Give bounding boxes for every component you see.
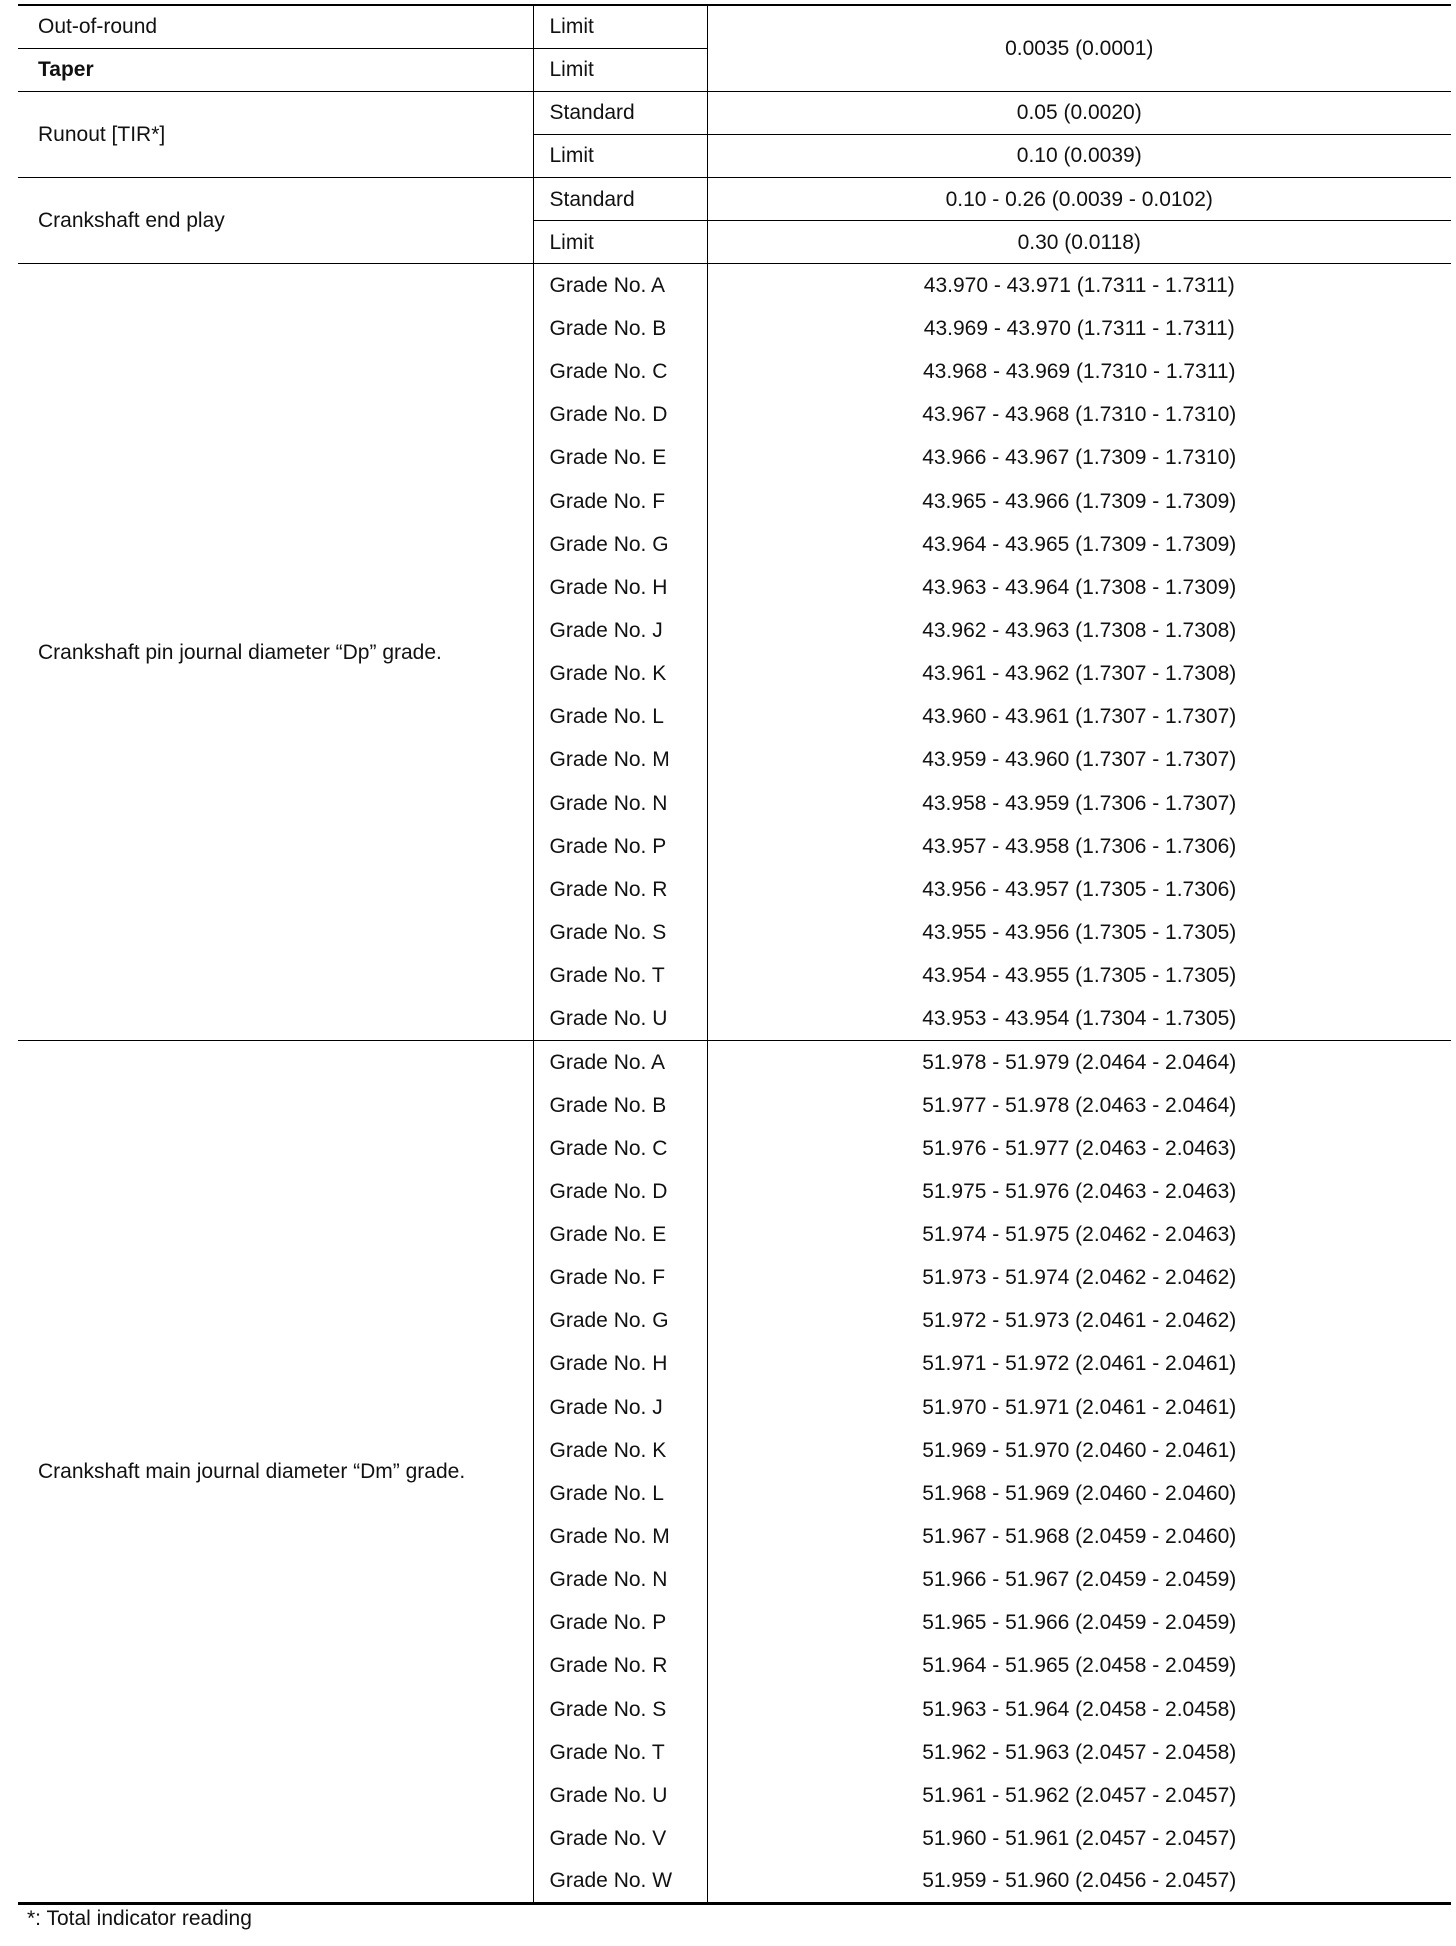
grade-value: 51.968 - 51.969 (2.0460 - 2.0460): [922, 1481, 1237, 1505]
spec-value: 0.30 (0.0118): [707, 221, 1451, 264]
grade-label: Grade No. H: [533, 566, 707, 609]
grade-label: Grade No. F: [533, 1256, 707, 1299]
grade-label: Grade No. H: [533, 1342, 707, 1385]
grade-value: 43.965 - 43.966 (1.7309 - 1.7309): [922, 489, 1237, 513]
grade-label: Grade No. R: [533, 868, 707, 911]
grade-value: 43.970 - 43.971 (1.7311 - 1.7311): [707, 264, 1451, 307]
grade-value: 51.975 - 51.976 (2.0463 - 2.0463): [922, 1179, 1237, 1203]
grade-label: Grade No. E: [533, 436, 707, 479]
grade-value: 43.969 - 43.970 (1.7311 - 1.7311): [923, 317, 1235, 341]
grade-label: Grade No. T: [533, 1731, 707, 1774]
grade-label: Grade No. B: [533, 307, 707, 350]
condition-label: Limit: [533, 221, 707, 264]
grade-label: Grade No. S: [533, 1687, 707, 1730]
grade-value: 43.963 - 43.964 (1.7308 - 1.7309): [922, 575, 1237, 599]
grade-value: 51.960 - 51.961 (2.0457 - 2.0457): [922, 1826, 1237, 1850]
grade-label: Grade No. S: [533, 911, 707, 954]
table-row: [18, 1040, 1451, 1083]
grade-label: Grade No. J: [533, 1386, 707, 1429]
grade-value: 43.961 - 43.962 (1.7307 - 1.7308): [922, 662, 1237, 686]
grade-value: 51.962 - 51.963 (2.0457 - 2.0458): [922, 1740, 1237, 1764]
grade-value: 51.969 - 51.970 (2.0460 - 2.0461): [922, 1438, 1237, 1462]
grade-label: Grade No. P: [533, 1601, 707, 1644]
grade-label: Grade No. W: [533, 1860, 707, 1903]
grade-value: 51.971 - 51.972 (2.0461 - 2.0461): [922, 1352, 1237, 1376]
table-row: [18, 91, 1451, 134]
item-label: Taper: [18, 48, 533, 91]
grade-value: 51.976 - 51.977 (2.0463 - 2.0463): [922, 1136, 1237, 1160]
pin-journal-label: Crankshaft pin journal diameter “Dp” grade.: [18, 264, 533, 1041]
grade-value: 51.970 - 51.971 (2.0461 - 2.0461): [922, 1395, 1237, 1419]
grade-label: Grade No. A: [533, 264, 707, 307]
grade-value: 51.966 - 51.967 (2.0459 - 2.0459): [922, 1568, 1237, 1592]
grade-value: 43.962 - 43.963 (1.7308 - 1.7308): [922, 619, 1237, 643]
spec-table-body: [18, 5, 1451, 1903]
grade-label: Grade No. M: [533, 1515, 707, 1558]
spec-value: 0.0035 (0.0001): [1005, 36, 1154, 60]
grade-value: 43.953 - 43.954 (1.7304 - 1.7305): [922, 1007, 1237, 1031]
grade-value: 43.958 - 43.959 (1.7306 - 1.7307): [922, 791, 1237, 815]
grade-label: Grade No. R: [533, 1644, 707, 1687]
condition-label: Standard: [533, 178, 707, 221]
spec-value: 0.10 - 0.26 (0.0039 - 0.0102): [707, 178, 1451, 221]
spec-value: 0.10 (0.0039): [707, 134, 1451, 177]
grade-value: 43.954 - 43.955 (1.7305 - 1.7305): [922, 964, 1237, 988]
condition-label: Limit: [533, 134, 707, 177]
grade-label: Grade No. P: [533, 825, 707, 868]
grade-label: Grade No. D: [533, 1170, 707, 1213]
grade-value: 51.974 - 51.975 (2.0462 - 2.0463): [922, 1223, 1237, 1246]
table-row: [18, 5, 1451, 48]
condition-label: Limit: [533, 48, 707, 91]
grade-label: Grade No. V: [533, 1817, 707, 1860]
grade-value: 43.959 - 43.960 (1.7307 - 1.7307): [922, 748, 1237, 772]
grade-label: Grade No. G: [533, 1299, 707, 1342]
grade-value: 51.961 - 51.962 (2.0457 - 2.0457): [922, 1783, 1237, 1807]
grade-label: Grade No. U: [533, 997, 707, 1040]
grade-label: Grade No. M: [533, 738, 707, 781]
item-label: Out-of-round: [18, 5, 533, 48]
item-label: Runout [TIR*]: [18, 91, 533, 177]
grade-label: Grade No. C: [533, 1127, 707, 1170]
grade-value: 43.955 - 43.956 (1.7305 - 1.7305): [922, 921, 1237, 945]
grade-label: Grade No. N: [533, 782, 707, 825]
grade-value: 43.966 - 43.967 (1.7309 - 1.7310): [922, 446, 1237, 470]
grade-label: Grade No. U: [533, 1774, 707, 1817]
grade-label: Grade No. A: [533, 1040, 707, 1083]
grade-label: Grade No. E: [533, 1213, 707, 1256]
table-row: [18, 264, 1451, 307]
grade-label: Grade No. C: [533, 350, 707, 393]
grade-value: 51.959 - 51.960 (2.0456 - 2.0457): [922, 1869, 1237, 1893]
grade-label: Grade No. D: [533, 393, 707, 436]
grade-value: 51.967 - 51.968 (2.0459 - 2.0460): [922, 1524, 1237, 1548]
grade-label: Grade No. J: [533, 609, 707, 652]
grade-value: 51.965 - 51.966 (2.0459 - 2.0459): [922, 1611, 1237, 1635]
grade-value: 51.972 - 51.973 (2.0461 - 2.0462): [922, 1309, 1237, 1333]
grade-label: Grade No. F: [533, 480, 707, 523]
grade-value: 43.967 - 43.968 (1.7310 - 1.7310): [922, 403, 1237, 427]
grade-label: Grade No. G: [533, 523, 707, 566]
footnote: *: Total indicator reading: [27, 1907, 252, 1930]
grade-value: 51.973 - 51.974 (2.0462 - 2.0462): [922, 1266, 1237, 1290]
grade-label: Grade No. L: [533, 695, 707, 738]
grade-value: 43.956 - 43.957 (1.7305 - 1.7306): [922, 877, 1237, 901]
grade-value: 51.964 - 51.965 (2.0458 - 2.0459): [922, 1654, 1237, 1678]
condition-label: Standard: [533, 91, 707, 134]
grade-value: 43.960 - 43.961 (1.7307 - 1.7307): [922, 705, 1237, 729]
grade-value: 43.957 - 43.958 (1.7306 - 1.7306): [922, 834, 1237, 858]
grade-label: Grade No. T: [533, 954, 707, 997]
grade-label: Grade No. K: [533, 652, 707, 695]
condition-label: Limit: [533, 5, 707, 48]
grade-value: 51.977 - 51.978 (2.0463 - 2.0464): [922, 1093, 1237, 1117]
spec-value: 0.05 (0.0020): [707, 91, 1451, 134]
grade-label: Grade No. B: [533, 1084, 707, 1127]
main-journal-label: Crankshaft main journal diameter “Dm” grade.: [18, 1040, 533, 1903]
grade-value: 43.964 - 43.965 (1.7309 - 1.7309): [922, 532, 1237, 556]
grade-label: Grade No. L: [533, 1472, 707, 1515]
grade-value: 43.968 - 43.969 (1.7310 - 1.7311): [922, 360, 1236, 384]
grade-label: Grade No. N: [533, 1558, 707, 1601]
grade-label: Grade No. K: [533, 1429, 707, 1472]
grade-value: 51.978 - 51.979 (2.0464 - 2.0464): [707, 1040, 1451, 1083]
table-row: [18, 178, 1451, 221]
spec-table: [18, 4, 1451, 1905]
grade-value: 51.963 - 51.964 (2.0458 - 2.0458): [922, 1697, 1237, 1721]
item-label: Crankshaft end play: [18, 178, 533, 264]
